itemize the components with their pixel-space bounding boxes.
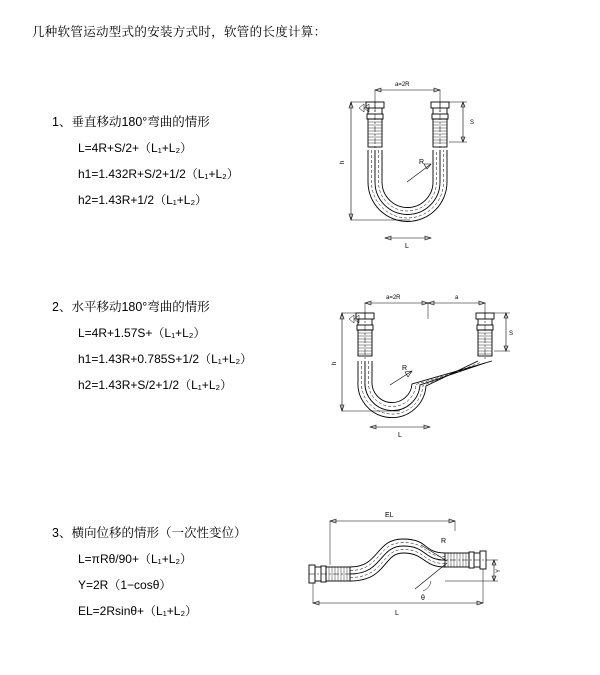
- svg-text:Y: Y: [496, 568, 502, 573]
- svg-text:θ: θ: [421, 595, 425, 602]
- section-1-line-3: h2=1.43R+1/2（L₁+L₂）: [78, 193, 208, 207]
- section-2-line-3: h2=1.43R+S/2+1/2（L₁+L₂）: [78, 378, 233, 392]
- lateral-offset-diagram: [295, 505, 505, 625]
- lateral-offset-svg: [295, 505, 505, 625]
- vertical-180-bend-diagram: [315, 72, 515, 262]
- section-1-line-1: L=4R+S/2+（L₁+L₂）: [78, 141, 193, 155]
- section-2-title: 2、水平移动180°弯曲的情形: [52, 300, 210, 314]
- section-3-line-2: Y=2R（1−cosθ）: [78, 578, 172, 592]
- svg-text:L: L: [398, 432, 402, 439]
- section-2-line-2: h1=1.43R+0.785S+1/2（L₁+L₂）: [78, 352, 253, 366]
- section-1-text: [52, 112, 239, 217]
- section-3-line-1: L=πRθ/90+（L₁+L₂）: [78, 552, 193, 566]
- svg-text:a=2R: a=2R: [386, 295, 401, 301]
- svg-text:S: S: [509, 331, 514, 337]
- svg-text:L: L: [395, 610, 399, 617]
- svg-text:R: R: [441, 538, 447, 545]
- svg-text:EL: EL: [385, 512, 394, 519]
- svg-text:a: a: [455, 295, 459, 301]
- svg-text:L: L: [405, 243, 409, 250]
- horizontal-180-bend-diagram: [310, 285, 515, 445]
- section-2-line-1: L=4R+1.57S+（L₁+L₂）: [78, 326, 206, 340]
- svg-text:R: R: [419, 159, 425, 166]
- section-3-text: [52, 523, 246, 628]
- section-3-line-3: EL=2Rsinθ+（L₁+L₂）: [78, 604, 198, 618]
- svg-text:S: S: [470, 120, 475, 126]
- horizontal-180-bend-svg: [310, 285, 515, 445]
- svg-text:a=2R: a=2R: [395, 82, 410, 88]
- section-1-title: 1、垂直移动180°弯曲的情形: [52, 115, 210, 129]
- svg-text:h: h: [332, 361, 338, 365]
- section-1-line-2: h1=1.432R+S/2+1/2（L₁+L₂）: [78, 167, 239, 181]
- section-2-text: [52, 297, 252, 402]
- section-3-title: 3、横向位移的情形（一次性变位）: [52, 526, 247, 540]
- svg-text:h: h: [340, 160, 346, 164]
- svg-text:R: R: [402, 365, 408, 372]
- vertical-180-bend-svg: [315, 72, 515, 262]
- intro-text: 几种软管运动型式的安装方式时，软管的长度计算：: [32, 25, 327, 39]
